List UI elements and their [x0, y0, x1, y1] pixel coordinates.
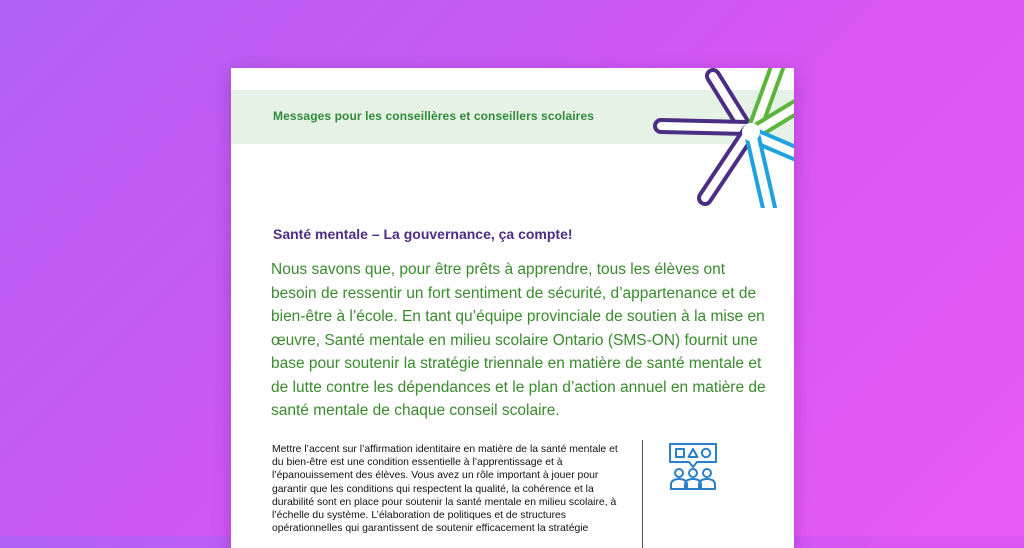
section-title: Santé mentale – La gouvernance, ça compte!: [273, 226, 573, 242]
lead-paragraph-text: Nous savons que, pour être prêts à apprendre, tous les élèves ont besoin de ressentir un fort sentiment de sécurité, d’appartenance et de bien-être à l’école. En tant qu’équipe provinciale de soutien à la mise en œuvre, Santé mentale en milieu scolaire Ontario (SMS-ON) fournit une base pour soutenir la stratégie triennale en matière de santé mentale et de lutte contre les dépendances et le plan d’action annuel en matière de santé mentale de chaque conseil scolaire.: [271, 261, 766, 419]
header-title: Messages pour les conseillères et conseillers scolaires: [273, 109, 594, 123]
team-discussion-icon: [667, 441, 719, 493]
document-page: [231, 68, 794, 548]
column-divider: [642, 440, 643, 548]
body-paragraph: [272, 443, 627, 535]
body-paragraph-text: Mettre l’accent sur l’affirmation identitaire en matière de la santé mentale et du bien-être est une condition essentielle à l’apprentissage et à l’épanouissement des élèves. Vous avez un rôle important à jouer pour garantir que les conditions qui respectent la qualité, la cohérence et la durabilité sont en place pour soutenir la santé mentale en milieu scolaire, à l’échelle du système. L’élaboration de politiques et de structures opérationnelles qui garantissent de soutenir efficacement la stratégie: [272, 444, 618, 535]
star-burst-logo-icon: [651, 68, 794, 208]
lead-paragraph: [271, 258, 771, 423]
